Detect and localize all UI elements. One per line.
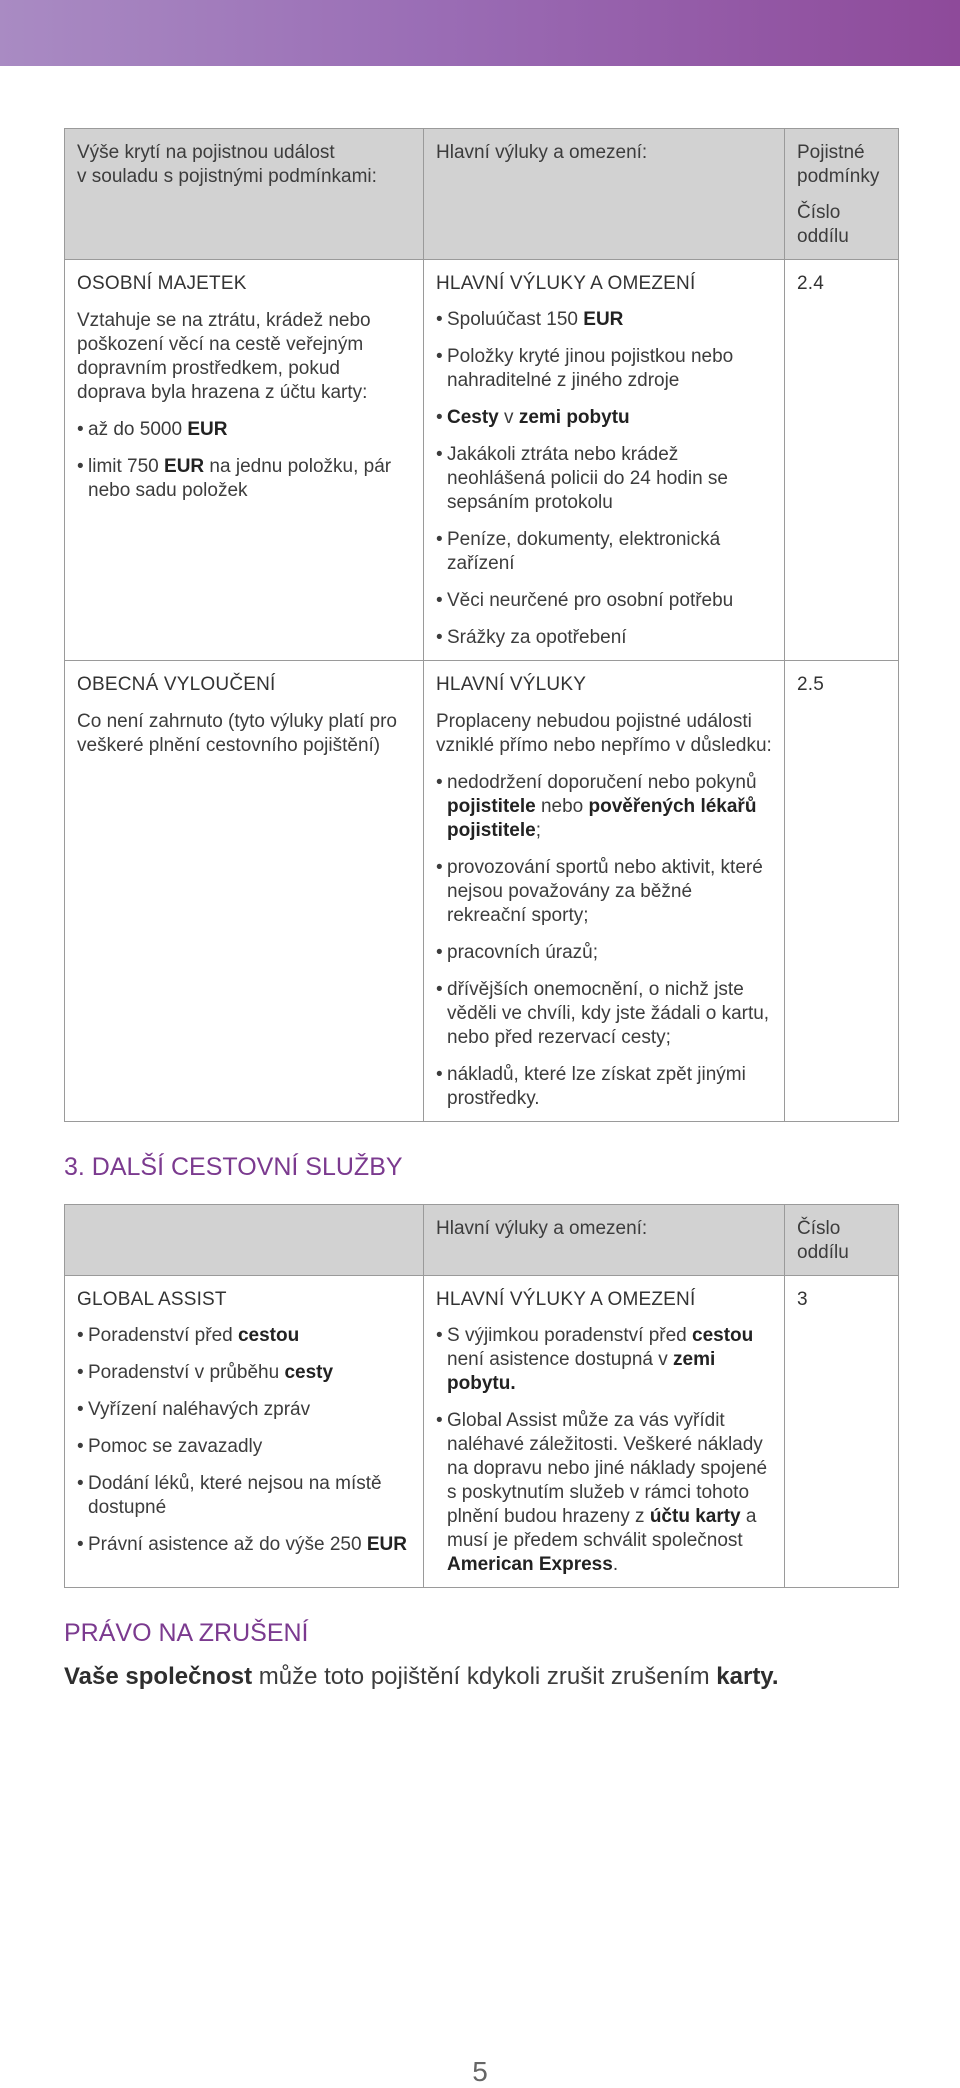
- table-row: [65, 1276, 899, 1588]
- list-item: • Srážky za opotřebení: [436, 626, 772, 650]
- row1-exclusions: [424, 260, 785, 661]
- header-section: [785, 1205, 899, 1276]
- header-coverage-line1: Výše krytí na pojistnou událost: [77, 142, 335, 163]
- row1-services: [65, 1276, 424, 1588]
- header-section: [785, 129, 899, 260]
- list-item: • Vyřízení naléhavých zpráv: [77, 1398, 411, 1422]
- cancel-text: Vaše společnost může toto pojištění kdykoli zrušit zrušením karty.: [64, 1663, 779, 1690]
- row1-exclusions: [424, 1276, 785, 1588]
- exclusions-text: Proplaceny nebudou pojistné události vzniklé přímo nebo nepřímo v důsledku:: [436, 711, 772, 756]
- list-item: • Právní asistence až do výše 250 EUR: [77, 1533, 411, 1557]
- section-number: 2.5: [797, 674, 825, 695]
- list-item: • Poradenství v průběhu cesty: [77, 1361, 411, 1385]
- list-item: • limit 750 EUR na jednu položku, pár nebo sadu položek: [77, 455, 411, 503]
- table-header-row: [65, 129, 899, 260]
- header-exclusions: [424, 129, 785, 260]
- row1-section: [785, 260, 899, 661]
- section-number: 3: [797, 1289, 808, 1310]
- list-item: • Položky kryté jinou pojistkou nebo nahraditelné z jiného zdroje: [436, 345, 772, 393]
- coverage-text: Co není zahrnuto (tyto výluky platí pro veškeré plnění cestovního pojištění): [77, 711, 397, 756]
- table-row: [65, 661, 899, 1122]
- list-item: • pracovních úrazů;: [436, 941, 772, 965]
- row1-coverage: [65, 260, 424, 661]
- list-item: • Peníze, dokumenty, elektronická zařízení: [436, 528, 772, 576]
- list-item: • dřívějších onemocnění, o nichž jste věděli ve chvíli, kdy jste žádali o kartu, nebo před rezervací cesty;: [436, 978, 772, 1050]
- header-section-line2: oddílu: [797, 1242, 849, 1263]
- header-section-line3: Číslo: [797, 202, 841, 223]
- row1-section: [785, 1276, 899, 1588]
- header-exclusions: [424, 1205, 785, 1276]
- top-color-band: [0, 0, 960, 66]
- header-exclusions-text: Hlavní výluky a omezení:: [436, 1218, 648, 1239]
- header-section-line4: oddílu: [797, 226, 849, 247]
- row2-coverage: [65, 661, 424, 1122]
- list-item: • Pomoc se zavazadly: [77, 1435, 411, 1459]
- header-section-line1: Pojistné: [797, 142, 865, 163]
- header-coverage-line2: v souladu s pojistnými podmínkami:: [77, 166, 377, 187]
- list-item: • Jakákoli ztráta nebo krádež neohlášená policii do 24 hodin se sepsáním protokolu: [436, 443, 772, 515]
- section-title: HLAVNÍ VÝLUKY: [436, 674, 587, 695]
- list-item: • Global Assist může za vás vyřídit naléhavé záležitosti. Veškeré náklady na dopravu nebo jiné náklady spojené s poskytnutím služeb v rámci tohoto plnění budou hrazeny z účtu karty a musí je předem schválit společnost American Express.: [436, 1409, 772, 1577]
- section-title: HLAVNÍ VÝLUKY A OMEZENÍ: [436, 1289, 696, 1310]
- list-item: • provozování sportů nebo aktivit, které nejsou považovány za běžné rekreační sporty;: [436, 856, 772, 928]
- header-section-line2: podmínky: [797, 166, 880, 187]
- list-item: • S výjimkou poradenství před cestou není asistence dostupná v zemi pobytu.: [436, 1324, 772, 1396]
- table-row: [65, 260, 899, 661]
- list-item: • až do 5000 EUR: [77, 418, 411, 442]
- list-item: • Cesty v zemi pobytu: [436, 406, 772, 430]
- list-item: • nedodržení doporučení nebo pokynů pojistitele nebo pověřených lékařů pojistitele;: [436, 771, 772, 843]
- list-item: • Spoluúčast 150 EUR: [436, 308, 772, 332]
- section-number: 2.4: [797, 273, 825, 294]
- table-header-row: [65, 1205, 899, 1276]
- list-item: • Věci neurčené pro osobní potřebu: [436, 589, 772, 613]
- header-empty: [65, 1205, 424, 1276]
- list-item: • Dodání léků, které nejsou na místě dostupné: [77, 1472, 411, 1520]
- row2-exclusions: [424, 661, 785, 1122]
- services-table: [64, 1204, 899, 1588]
- section-title: GLOBAL ASSIST: [77, 1289, 227, 1310]
- coverage-table-1: [64, 128, 899, 1122]
- row2-section: [785, 661, 899, 1122]
- section3-heading: 3. DALŠÍ CESTOVNÍ SLUŽBY: [64, 1153, 403, 1181]
- page-number: 5: [472, 2056, 488, 2087]
- list-item: • Poradenství před cestou: [77, 1324, 411, 1348]
- header-coverage: [65, 129, 424, 260]
- section-title: HLAVNÍ VÝLUKY A OMEZENÍ: [436, 273, 696, 294]
- list-item: • nákladů, které lze získat zpět jinými prostředky.: [436, 1063, 772, 1111]
- coverage-text: Vztahuje se na ztrátu, krádež nebo poškození věcí na cestě veřejným dopravním prostředkem, pokud doprava byla hrazena z účtu karty:: [77, 310, 371, 403]
- header-section-line1: Číslo: [797, 1218, 841, 1239]
- section-title: OSOBNÍ MAJETEK: [77, 273, 247, 294]
- section-title: OBECNÁ VYLOUČENÍ: [77, 674, 276, 695]
- header-exclusions-text: Hlavní výluky a omezení:: [436, 142, 648, 163]
- cancel-heading: PRÁVO NA ZRUŠENÍ: [64, 1619, 309, 1647]
